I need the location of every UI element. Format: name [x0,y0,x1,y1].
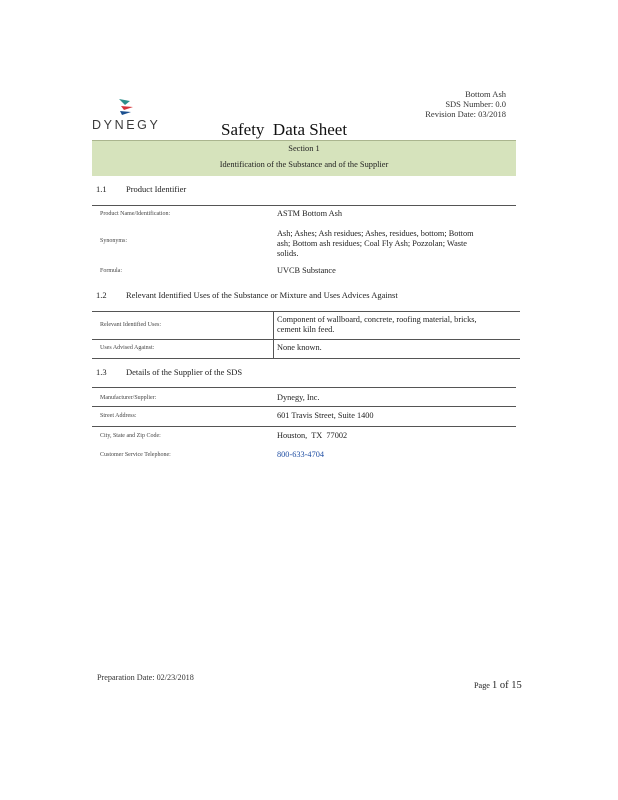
field-label-street-address: Street Address: [100,413,137,419]
field-label-city-state-zip: City, State and Zip Code: [100,433,161,439]
subsection-1-2-number: 1.2 [96,290,107,300]
field-value-synonyms-line-3: solids. [277,249,299,258]
field-value-synonyms-line-2: ash; Bottom ash residues; Coal Fly Ash; Pozzolan; Waste [277,239,467,248]
field-value-street-address: 601 Travis Street, Suite 1400 [277,411,374,420]
field-value-manufacturer: Dynegy, Inc. [277,393,320,402]
section-number: Section 1 [288,144,320,153]
divider [92,205,516,206]
revision-date: Revision Date: 03/2018 [425,109,506,119]
page-title: Safety Data Sheet [221,120,348,139]
subsection-1-3-title: Details of the Supplier of the SDS [126,367,243,377]
preparation-date: Preparation Date: 02/23/2018 [97,673,194,682]
field-label-product-name: Product Name/Identification: [100,211,171,217]
field-value-city-state-zip: Houston, TX 77002 [277,431,348,440]
product-name: Bottom Ash [465,89,506,99]
field-label-manufacturer: Manufacturer/Supplier: [100,395,157,401]
field-label-synonyms: Synonyms: [100,238,128,244]
divider [92,406,516,407]
divider [92,358,520,359]
page-number [474,680,522,691]
field-value-formula: UVCB Substance [277,266,336,275]
section-heading: Identification of the Substance and of the Supplier [219,160,389,169]
field-value-synonyms-line-1: Ash; Ashes; Ash residues; Ashes, residues, bottom; Bottom [277,229,474,238]
divider [92,339,520,340]
field-label-customer-service-telephone: Customer Service Telephone: [100,452,171,458]
field-value-customer-service-telephone: 800-633-4704 [277,450,325,459]
divider [92,311,520,312]
subsection-1-2-title: Relevant Identified Uses of the Substance or Mixture and Uses Advices Against [126,290,398,300]
field-value-product-name: ASTM Bottom Ash [277,209,343,218]
divider [92,426,516,427]
field-value-identified-uses-line-1: Component of wallboard, concrete, roofing material, bricks, [277,315,477,324]
sds-number: SDS Number: 0.0 [445,99,506,109]
column-divider [273,311,274,358]
subsection-1-1-number: 1.1 [96,184,107,194]
field-value-identified-uses-line-2: cement kiln feed. [277,325,335,334]
field-label-formula: Formula: [100,268,122,274]
field-label-identified-uses: Relevant Identified Uses: [100,322,161,328]
field-value-uses-advised-against: None known. [277,343,322,352]
section-banner [92,140,516,176]
subsection-1-3-number: 1.3 [96,367,107,377]
field-label-uses-advised-against: Uses Advised Against: [100,345,155,351]
dynegy-logo-mark-icon [118,98,134,116]
page-count: 1 of 15 [491,680,522,691]
page-label: Page [474,681,490,690]
subsection-1-1-title: Product Identifier [126,184,187,194]
divider [92,387,516,388]
logo-wordmark: DYNEGY [92,118,161,132]
